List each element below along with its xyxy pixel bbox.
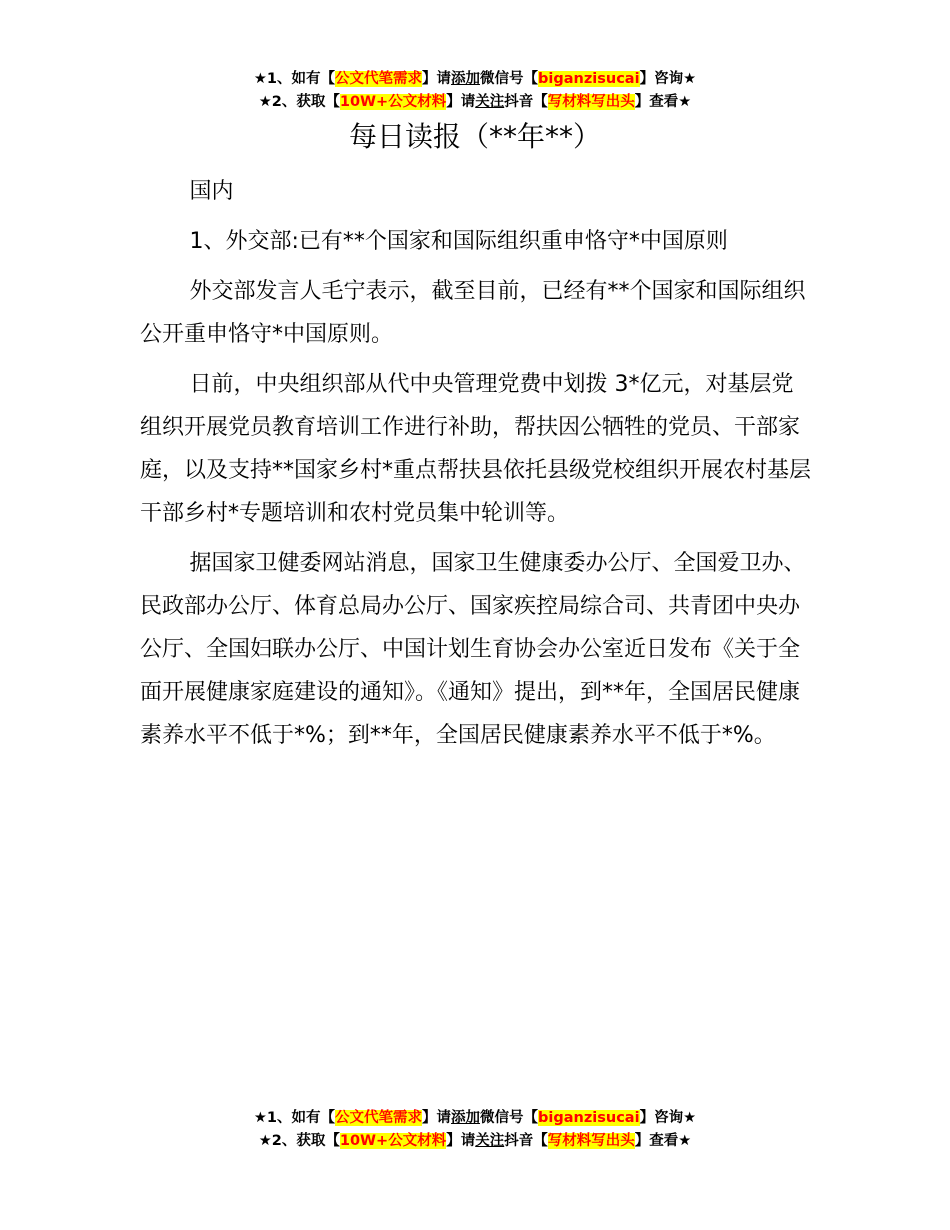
banner-emphasis: 关注 <box>475 94 505 110</box>
banner-text: 抖音【 <box>504 94 548 110</box>
wechat-id-highlight: biganzisucai <box>538 71 640 87</box>
banner-text: 微信号【 <box>480 1110 539 1126</box>
banner-text: 】咨询★ <box>639 1110 697 1126</box>
banner-emphasis: 添加 <box>451 71 481 87</box>
douyin-id-highlight: 写材料写出头 <box>547 1133 635 1149</box>
banner-text: 抖音【 <box>504 1133 548 1149</box>
header-banner-line-1 <box>0 68 950 91</box>
banner-text: ★1、如有【 <box>253 71 336 87</box>
footer-banner-line-1 <box>0 1107 950 1130</box>
banner-text: 微信号【 <box>480 71 539 87</box>
banner-emphasis: 关注 <box>475 1133 505 1149</box>
body-paragraph: 据国家卫健委网站消息，国家卫生健康委办公厅、全国爱卫办、民政部办公厅、体育总局办公厅、国家疾控局综合司、共青团中央办公厅、全国妇联办公厅、中国计划生育协会办公室近日发布《关于全面开展健康家庭建设的通知》。《通知》提出，到**年，全国居民健康素养水平不低于*%；到**年，全国居民健康素养水平不低于*%。 <box>140 551 806 748</box>
document-body <box>140 170 812 764</box>
body-paragraph: 日前，中央组织部从代中央管理党费中划拨 3*亿元，对基层党组织开展党员教育培训工作进行补助，帮扶因公牺牲的党员、干部家庭，以及支持**国家乡村*重点帮扶县依托县级党校组织开展农村基层干部乡村*专题培训和农村党员集中轮训等。 <box>140 372 812 526</box>
body-paragraph: 外交部发言人毛宁表示，截至目前，已经有**个国家和国际组织公开重申恪守*中国原则。 <box>140 279 806 347</box>
banner-text: 】请 <box>422 1110 452 1126</box>
item-heading: 1、外交部:已有**个国家和国际组织重申恪守*中国原则 <box>189 229 728 254</box>
wechat-id-highlight: biganzisucai <box>538 1110 640 1126</box>
service-highlight: 公文代笔需求 <box>335 1110 423 1126</box>
banner-text: 】查看★ <box>634 1133 692 1149</box>
service-highlight: 公文代笔需求 <box>335 71 423 87</box>
banner-text: ★2、获取【 <box>258 94 340 110</box>
banner-text: 】查看★ <box>634 94 692 110</box>
banner-text: 】请 <box>446 94 476 110</box>
section-heading: 国内 <box>189 179 234 204</box>
header-banner-line-2 <box>0 91 950 114</box>
banner-text: 】咨询★ <box>639 71 697 87</box>
banner-text: 】请 <box>446 1133 476 1149</box>
banner-text: ★1、如有【 <box>253 1110 336 1126</box>
banner-text: ★2、获取【 <box>258 1133 340 1149</box>
banner-emphasis: 添加 <box>451 1110 481 1126</box>
document-title: 每日读报（**年**） <box>348 120 601 153</box>
materials-highlight: 10W+公文材料 <box>339 1133 447 1149</box>
footer-banner-line-2 <box>0 1130 950 1153</box>
materials-highlight: 10W+公文材料 <box>339 94 447 110</box>
banner-text: 】请 <box>422 71 452 87</box>
footer-banner <box>0 1107 950 1153</box>
header-banner <box>0 68 950 114</box>
douyin-id-highlight: 写材料写出头 <box>547 94 635 110</box>
